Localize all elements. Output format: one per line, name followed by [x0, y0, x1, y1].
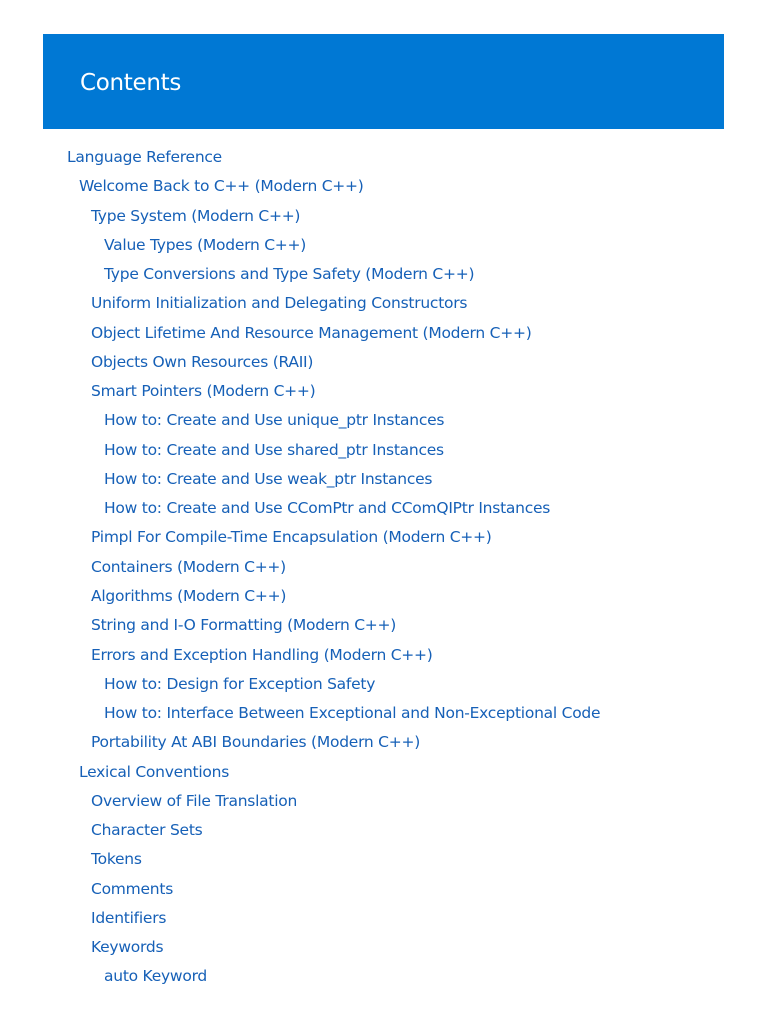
toc-link[interactable]: How to: Create and Use unique_ptr Instances — [104, 411, 445, 430]
table-of-contents — [0, 143, 768, 992]
toc-link[interactable]: Containers (Modern C++) — [91, 557, 286, 576]
toc-link[interactable]: How to: Create and Use weak_ptr Instances — [104, 469, 433, 488]
toc-link[interactable]: auto Keyword — [104, 967, 208, 986]
toc-link[interactable]: Objects Own Resources (RAII) — [91, 352, 314, 371]
toc-link[interactable]: How to: Create and Use CComPtr and CComQIPtr Instances — [104, 499, 551, 518]
toc-link[interactable]: Identifiers — [91, 908, 167, 927]
toc-link[interactable]: Character Sets — [91, 821, 203, 840]
toc-link[interactable]: How to: Create and Use shared_ptr Instances — [104, 440, 444, 459]
toc-link[interactable]: String and I-O Formatting (Modern C++) — [91, 616, 397, 635]
toc-link[interactable]: Type System (Modern C++) — [91, 206, 301, 225]
toc-link[interactable]: Overview of File Translation — [91, 791, 298, 810]
toc-link[interactable]: How to: Design for Exception Safety — [104, 674, 376, 693]
toc-link[interactable]: Lexical Conventions — [79, 762, 230, 781]
page-title: Contents — [80, 70, 182, 96]
toc-link[interactable]: Object Lifetime And Resource Management (Modern C++) — [91, 323, 532, 342]
toc-link[interactable]: Algorithms (Modern C++) — [91, 586, 287, 605]
toc-link[interactable]: Keywords — [91, 938, 164, 957]
toc-link[interactable]: Errors and Exception Handling (Modern C++) — [91, 645, 433, 664]
toc-link[interactable]: Language Reference — [67, 148, 222, 166]
toc-link[interactable]: Smart Pointers (Modern C++) — [91, 382, 316, 401]
toc-link[interactable]: How to: Interface Between Exceptional and Non-Exceptional Code — [104, 704, 601, 723]
toc-link[interactable]: Comments — [91, 879, 174, 898]
contents-header — [43, 34, 724, 129]
toc-link[interactable]: Uniform Initialization and Delegating Constructors — [91, 294, 468, 313]
toc-link[interactable]: Welcome Back to C++ (Modern C++) — [79, 177, 364, 196]
toc-link[interactable]: Type Conversions and Type Safety (Modern C++) — [104, 265, 475, 284]
toc-link[interactable]: Value Types (Modern C++) — [104, 235, 307, 254]
toc-link[interactable]: Pimpl For Compile-Time Encapsulation (Modern C++) — [91, 528, 492, 547]
toc-link[interactable]: Portability At ABI Boundaries (Modern C++) — [91, 733, 421, 752]
toc-link[interactable]: Tokens — [91, 850, 142, 869]
